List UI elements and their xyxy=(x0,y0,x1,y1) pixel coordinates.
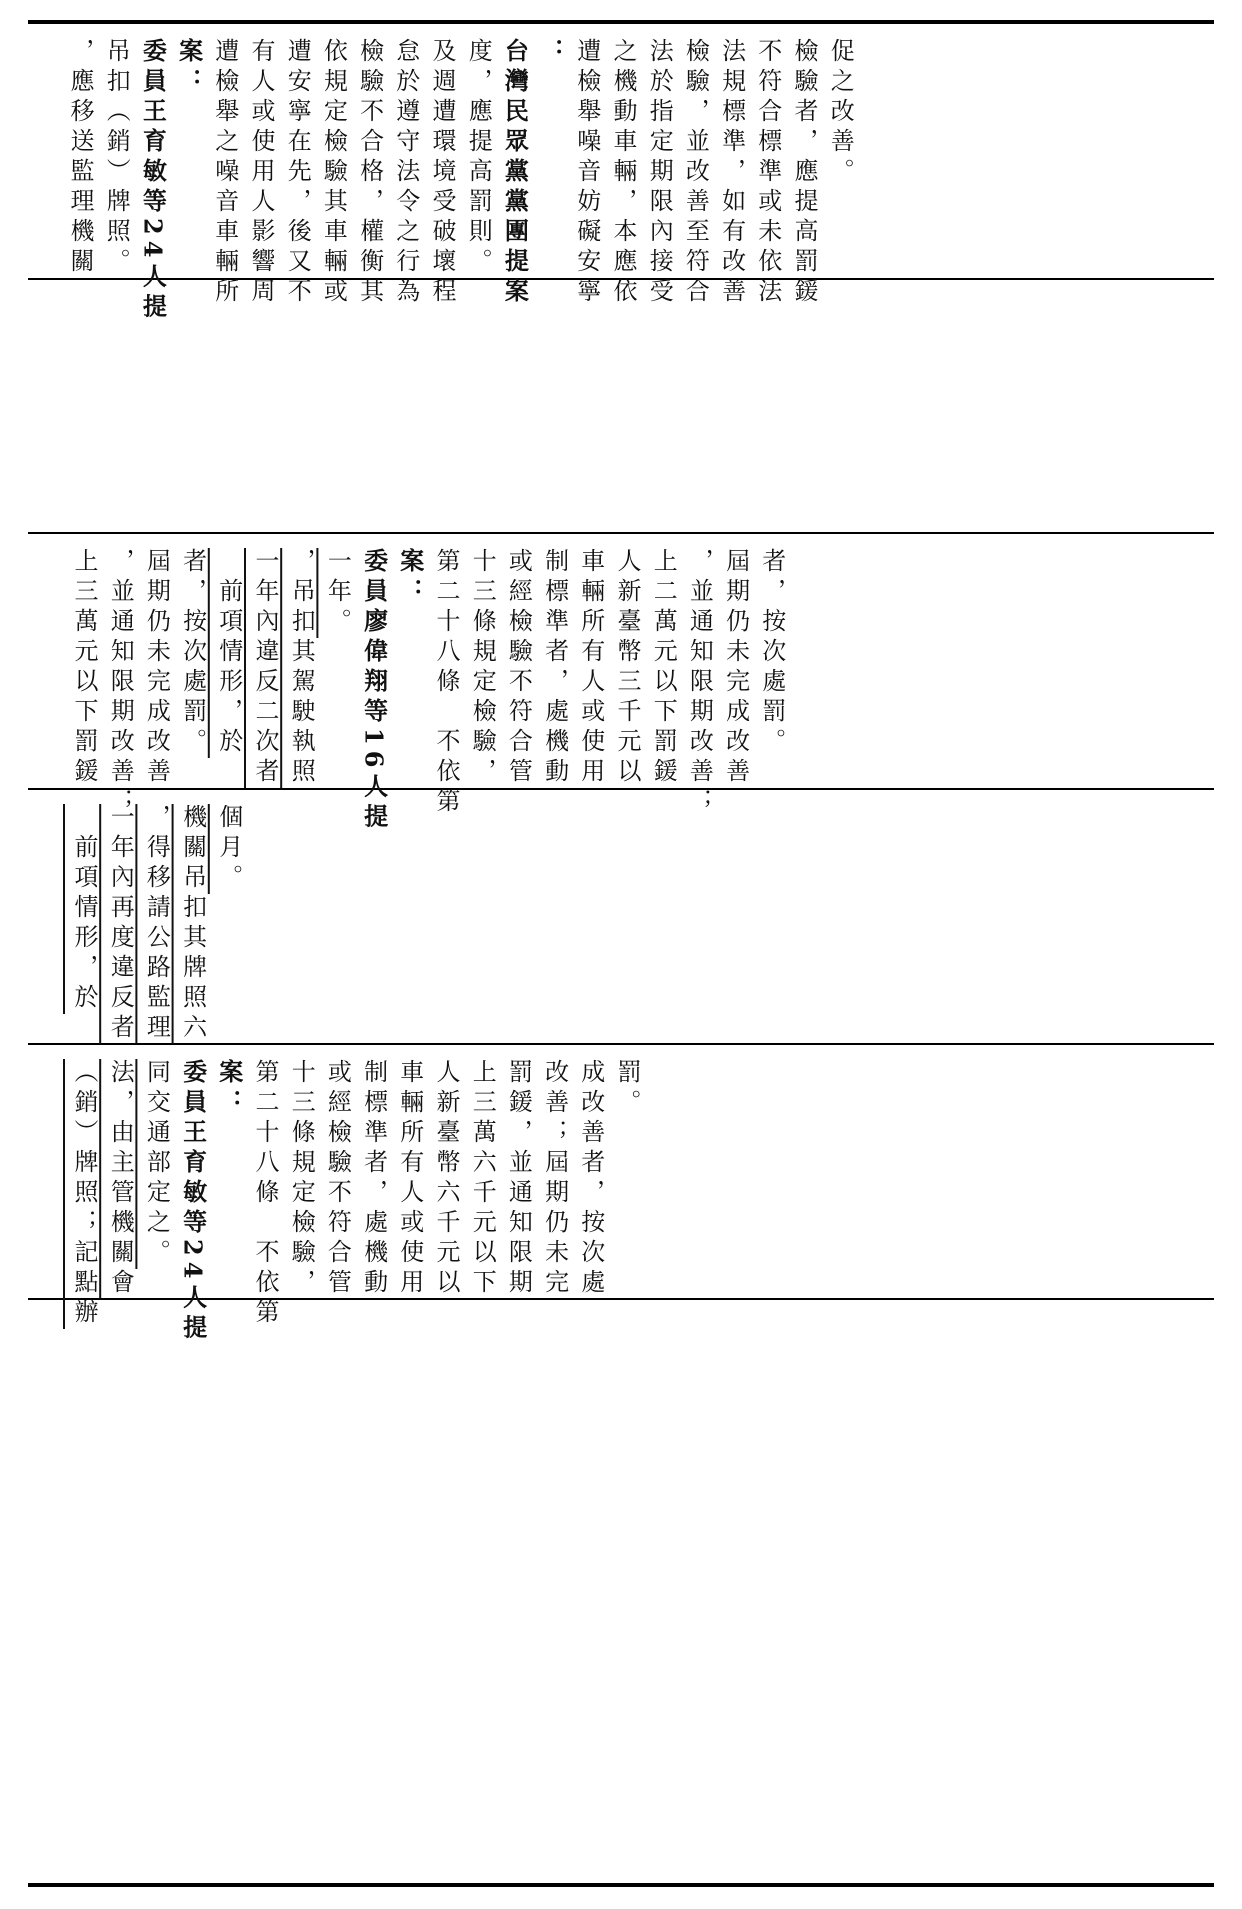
col3-line: 人新臺幣三千元以 xyxy=(613,548,641,788)
col3-line: 或經檢驗不符合管 xyxy=(504,548,533,788)
col3-line: ，並通知限期改善； xyxy=(106,548,135,818)
col5-line: 十三條規定檢驗， xyxy=(287,1059,316,1299)
col5-line: 上三萬六千元以下 xyxy=(468,1059,497,1299)
col3-line: 者，按次處罰。 xyxy=(757,548,786,758)
col5-line: 改善；屆期仍未完 xyxy=(540,1059,569,1299)
col5-line: 第二十八條 不依第 xyxy=(251,1059,279,1329)
table-column-5 xyxy=(0,1045,1242,1345)
col4-line: 機關吊扣其牌照六 xyxy=(178,804,207,1044)
col5-line: 案： xyxy=(214,1059,244,1119)
col1-line: 檢驗者，應提高罰鍰 xyxy=(790,38,818,308)
col3-line: ，吊扣其駕駛執照 xyxy=(287,548,316,788)
col1-line: 案： xyxy=(174,38,204,98)
table-column-3 xyxy=(0,534,1242,834)
table-bottom-border xyxy=(28,1883,1214,1887)
table-column-4 xyxy=(0,790,1242,1043)
col3-line: 制標準者，處機動 xyxy=(540,548,569,788)
col1-line: 遭檢舉之噪音車輛所 xyxy=(210,38,239,308)
col4-line: 前項情形，於 xyxy=(70,804,98,1014)
col1-line: 遭安寧在先，後又不 xyxy=(283,38,312,308)
col3-line: 委員廖偉翔等16人提 xyxy=(359,548,389,834)
col3-line: 案： xyxy=(395,548,425,608)
col3-line: 者，按次處罰。 xyxy=(178,548,207,758)
col1-line: 台灣民眾黨黨團提案 xyxy=(500,38,530,308)
col1-line: 度，應提高罰則。 xyxy=(464,38,493,278)
col3-line: 一年內違反二次者 xyxy=(251,548,279,788)
col1-line: 檢驗，並改善至符合 xyxy=(681,38,710,308)
col1-line: 檢驗不合格，權衡其 xyxy=(355,38,384,308)
col4-line: ，得移請公路監理 xyxy=(142,804,171,1044)
table-column-1 xyxy=(0,24,1242,324)
col1-line: 遭檢舉噪音妨礙安寧 xyxy=(572,38,601,308)
col3-line: 十三條規定檢驗， xyxy=(468,548,497,788)
col1-line: ，應移送監理機關 xyxy=(66,38,94,278)
col5-line: 人新臺幣六千元以 xyxy=(432,1059,460,1299)
col4-line: 一年內再度違反者 xyxy=(106,804,135,1044)
table-column-6-empty xyxy=(0,1300,1242,1883)
col4-line: 個月。 xyxy=(214,804,243,894)
col1-line: 依規定檢驗其車輛或 xyxy=(319,38,348,308)
col1-line: 法規標準，如有改善 xyxy=(717,38,746,308)
col3-line: 第二十八條 不依第 xyxy=(432,548,460,818)
table-column-2-empty xyxy=(0,280,1242,532)
col1-line: 有人或使用人影響周 xyxy=(247,38,275,308)
col5-line: 罰鍰，並通知限期 xyxy=(504,1059,533,1299)
col5-line: 委員王育敏等24人提 xyxy=(178,1059,208,1345)
col5-line: 或經檢驗不符合管 xyxy=(323,1059,352,1299)
col5-line: 法，由主管機關會 xyxy=(106,1059,135,1299)
col1-line: 委員王育敏等24人提 xyxy=(138,38,168,324)
col3-line: ，並通知限期改善； xyxy=(685,548,714,818)
col1-line: 之機動車輛，本應依 xyxy=(609,38,637,308)
col1-line: 怠於遵守法令之行為 xyxy=(391,38,420,308)
col3-line: 屆期仍未完成改善 xyxy=(142,548,171,788)
col3-line: 一年。 xyxy=(323,548,352,638)
col3-line: 前項情形，於 xyxy=(214,548,243,758)
col5-line: 車輛所有人或使用 xyxy=(395,1059,424,1299)
col5-line: （銷）牌照；記點辦 xyxy=(70,1059,98,1329)
col1-line: 吊扣（銷）牌照。 xyxy=(102,38,131,278)
col3-line: 上三萬元以下罰鍰 xyxy=(70,548,98,788)
col1-line: 促之改善。 xyxy=(826,38,855,188)
col5-line: 同交通部定之。 xyxy=(142,1059,171,1269)
col3-line: 車輛所有人或使用 xyxy=(576,548,605,788)
col3-line: 屆期仍未完成改善 xyxy=(721,548,750,788)
col3-line: 上二萬元以下罰鍰 xyxy=(649,548,678,788)
col1-line: 法於指定期限內接受 xyxy=(645,38,674,308)
col1-line: ： xyxy=(536,38,566,68)
col1-line: 及週遭環境受破壞程 xyxy=(428,38,456,308)
col5-line: 制標準者，處機動 xyxy=(359,1059,388,1299)
col5-line: 罰。 xyxy=(613,1059,641,1119)
col1-line: 不符合標準或未依法 xyxy=(753,38,782,308)
col5-line: 成改善者，按次處 xyxy=(576,1059,605,1299)
